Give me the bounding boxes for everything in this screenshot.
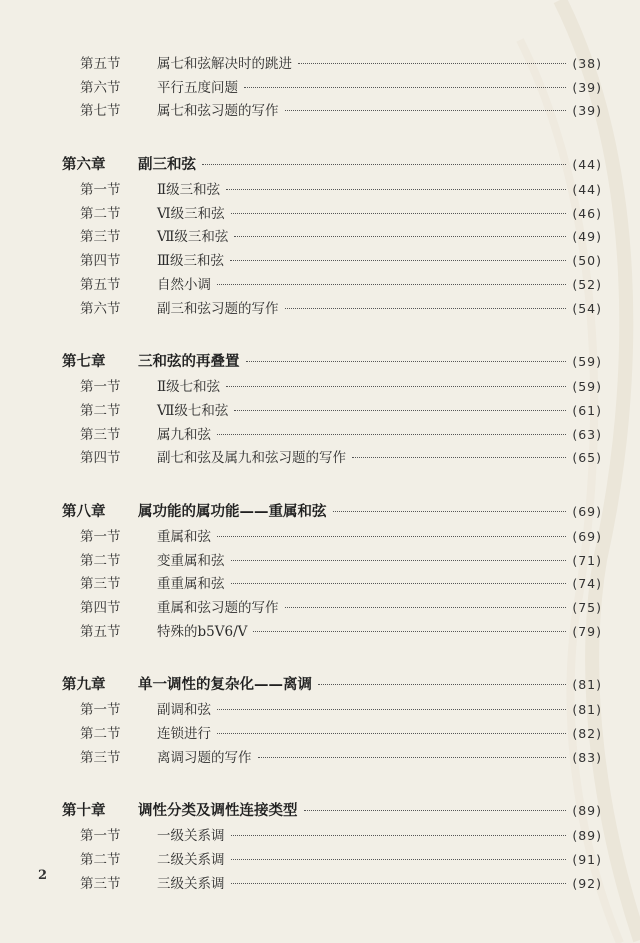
section-page: (79) bbox=[572, 623, 602, 639]
section-number: 第三节 bbox=[80, 576, 121, 593]
chapter-number: 第八章 bbox=[62, 503, 106, 520]
section-page: (74) bbox=[572, 576, 602, 592]
chapter-page: (69) bbox=[572, 503, 602, 519]
chapter-block bbox=[62, 349, 602, 470]
section-number: 第六节 bbox=[80, 79, 121, 96]
chapter-block bbox=[62, 499, 602, 643]
section-entry[interactable] bbox=[62, 423, 602, 447]
leader-dots bbox=[217, 536, 566, 537]
leader-dots bbox=[304, 810, 567, 811]
section-number: 第二节 bbox=[80, 552, 121, 569]
section-page: (71) bbox=[572, 552, 602, 568]
chapter-title: 副三和弦 bbox=[138, 157, 196, 174]
section-number: 第二节 bbox=[80, 205, 121, 222]
leader-dots bbox=[226, 189, 566, 190]
page-number: 2 bbox=[38, 868, 48, 883]
leader-dots bbox=[285, 110, 567, 111]
section-entry[interactable] bbox=[62, 249, 602, 273]
leader-dots bbox=[285, 607, 567, 608]
section-page: (52) bbox=[572, 276, 602, 292]
leader-dots bbox=[230, 260, 566, 261]
leader-dots bbox=[244, 87, 566, 88]
chapter-heading[interactable] bbox=[62, 152, 602, 178]
section-title: Ⅶ级三和弦 bbox=[157, 229, 229, 246]
chapter-block bbox=[62, 52, 602, 123]
section-number: 第二节 bbox=[80, 402, 121, 419]
section-number: 第三节 bbox=[80, 875, 121, 892]
leader-dots bbox=[253, 631, 566, 632]
leader-dots bbox=[246, 361, 567, 362]
section-entry[interactable] bbox=[62, 225, 602, 249]
section-title: 一级关系调 bbox=[157, 828, 225, 845]
section-title: 变重属和弦 bbox=[157, 552, 225, 569]
section-number: 第一节 bbox=[80, 702, 121, 719]
section-page: (39) bbox=[572, 103, 602, 119]
section-title: 二级关系调 bbox=[157, 852, 225, 869]
section-page: (59) bbox=[572, 379, 602, 395]
leader-dots bbox=[234, 236, 566, 237]
chapter-number: 第七章 bbox=[62, 354, 106, 371]
section-title: 重重属和弦 bbox=[157, 576, 225, 593]
section-entry[interactable] bbox=[62, 698, 602, 722]
section-number: 第四节 bbox=[80, 253, 121, 270]
chapter-heading[interactable] bbox=[62, 349, 602, 375]
leader-dots bbox=[258, 757, 567, 758]
section-number: 第一节 bbox=[80, 528, 121, 545]
section-entry[interactable] bbox=[62, 297, 602, 321]
section-entry[interactable] bbox=[62, 746, 602, 770]
section-page: (54) bbox=[572, 300, 602, 316]
section-page: (61) bbox=[572, 402, 602, 418]
section-entry[interactable] bbox=[62, 99, 602, 123]
leader-dots bbox=[231, 583, 567, 584]
section-entry[interactable] bbox=[62, 178, 602, 202]
section-entry[interactable] bbox=[62, 848, 602, 872]
leader-dots bbox=[217, 709, 566, 710]
leader-dots bbox=[202, 164, 566, 165]
leader-dots bbox=[352, 457, 566, 458]
leader-dots bbox=[217, 284, 566, 285]
section-title: 副调和弦 bbox=[157, 702, 211, 719]
chapter-title: 单一调性的复杂化——离调 bbox=[138, 677, 312, 694]
section-title: 平行五度问题 bbox=[157, 79, 238, 96]
section-entry[interactable] bbox=[62, 202, 602, 226]
section-number: 第一节 bbox=[80, 379, 121, 396]
section-number: 第三节 bbox=[80, 426, 121, 443]
chapter-title: 属功能的属功能——重属和弦 bbox=[138, 503, 327, 520]
chapter-heading[interactable] bbox=[62, 798, 602, 824]
leader-dots bbox=[298, 63, 566, 64]
section-title: 副三和弦习题的写作 bbox=[157, 300, 279, 317]
section-page: (69) bbox=[572, 528, 602, 544]
leader-dots bbox=[226, 386, 566, 387]
leader-dots bbox=[231, 560, 567, 561]
section-entry[interactable] bbox=[62, 273, 602, 297]
leader-dots bbox=[231, 859, 567, 860]
chapter-title: 三和弦的再叠置 bbox=[138, 354, 240, 371]
leader-dots bbox=[231, 213, 567, 214]
section-page: (46) bbox=[572, 205, 602, 221]
leader-dots bbox=[318, 684, 566, 685]
leader-dots bbox=[217, 733, 566, 734]
section-page: (89) bbox=[572, 828, 602, 844]
section-title: 连锁进行 bbox=[157, 726, 211, 743]
section-title: Ⅶ级七和弦 bbox=[157, 402, 229, 419]
chapter-page: (89) bbox=[572, 803, 602, 819]
section-title: 重属和弦 bbox=[157, 528, 211, 545]
section-page: (38) bbox=[572, 56, 602, 71]
section-number: 第三节 bbox=[80, 749, 121, 766]
leader-dots bbox=[333, 511, 567, 512]
section-entry[interactable] bbox=[62, 572, 602, 596]
section-title: 副七和弦及属九和弦习题的写作 bbox=[157, 450, 346, 467]
section-entry[interactable] bbox=[62, 76, 602, 100]
section-number: 第二节 bbox=[80, 726, 121, 743]
chapter-block bbox=[62, 798, 602, 895]
section-number: 第一节 bbox=[80, 182, 121, 199]
section-title: 属七和弦习题的写作 bbox=[157, 103, 279, 120]
section-page: (83) bbox=[572, 749, 602, 765]
section-entry[interactable] bbox=[62, 824, 602, 848]
section-page: (65) bbox=[572, 450, 602, 466]
chapter-page: (59) bbox=[572, 354, 602, 370]
section-number: 第二节 bbox=[80, 852, 121, 869]
section-entry[interactable] bbox=[62, 596, 602, 620]
section-page: (63) bbox=[572, 426, 602, 442]
section-title: Ⅱ级三和弦 bbox=[157, 182, 221, 199]
chapter-number: 第九章 bbox=[62, 677, 106, 694]
section-title: Ⅲ级三和弦 bbox=[157, 253, 225, 270]
leader-dots bbox=[231, 883, 567, 884]
section-number: 第六节 bbox=[80, 300, 121, 317]
section-title: 属七和弦解决时的跳进 bbox=[157, 56, 292, 72]
section-number: 第五节 bbox=[80, 276, 121, 293]
section-title: 重属和弦习题的写作 bbox=[157, 600, 279, 616]
section-page: (50) bbox=[572, 253, 602, 269]
section-entry[interactable] bbox=[62, 549, 602, 573]
section-page: (92) bbox=[572, 875, 602, 891]
section-entry[interactable] bbox=[62, 446, 602, 470]
section-number: 第四节 bbox=[80, 450, 121, 467]
section-number: 第一节 bbox=[80, 828, 121, 845]
section-page: (39) bbox=[572, 79, 602, 95]
chapter-heading[interactable] bbox=[62, 672, 602, 698]
section-page: (75) bbox=[572, 600, 602, 615]
chapter-title: 调性分类及调性连接类型 bbox=[138, 803, 298, 820]
leader-dots bbox=[231, 835, 567, 836]
section-title: 属九和弦 bbox=[157, 426, 211, 443]
chapter-number: 第十章 bbox=[62, 803, 106, 820]
section-entry[interactable] bbox=[62, 52, 602, 76]
section-title: 离调习题的写作 bbox=[157, 749, 252, 766]
section-entry[interactable] bbox=[62, 620, 602, 644]
section-page: (82) bbox=[572, 726, 602, 742]
chapter-page: (81) bbox=[572, 677, 602, 693]
chapter-page: (44) bbox=[572, 157, 602, 173]
section-entry[interactable] bbox=[62, 375, 602, 399]
section-entry[interactable] bbox=[62, 722, 602, 746]
section-title: 特殊的b5V6/V bbox=[157, 623, 248, 640]
section-title: 自然小调 bbox=[157, 276, 211, 293]
section-title: Ⅱ级七和弦 bbox=[157, 379, 221, 396]
leader-dots bbox=[234, 410, 566, 411]
section-page: (81) bbox=[572, 702, 602, 718]
section-entry[interactable] bbox=[62, 399, 602, 423]
section-page: (49) bbox=[572, 229, 602, 245]
leader-dots bbox=[285, 308, 567, 309]
section-entry[interactable] bbox=[62, 525, 602, 549]
chapter-number: 第六章 bbox=[62, 157, 106, 174]
section-title: Ⅵ级三和弦 bbox=[157, 205, 225, 222]
leader-dots bbox=[217, 434, 566, 435]
section-number: 第四节 bbox=[80, 600, 121, 616]
section-number: 第五节 bbox=[80, 623, 121, 640]
section-title: 三级关系调 bbox=[157, 875, 225, 892]
section-page: (44) bbox=[572, 182, 602, 198]
section-number: 第三节 bbox=[80, 229, 121, 246]
table-of-contents bbox=[62, 52, 602, 925]
section-page: (91) bbox=[572, 852, 602, 868]
chapter-block bbox=[62, 672, 602, 769]
section-entry[interactable] bbox=[62, 872, 602, 896]
section-number: 第五节 bbox=[80, 56, 121, 72]
section-number: 第七节 bbox=[80, 103, 121, 120]
chapter-block bbox=[62, 152, 602, 320]
chapter-heading[interactable] bbox=[62, 499, 602, 525]
